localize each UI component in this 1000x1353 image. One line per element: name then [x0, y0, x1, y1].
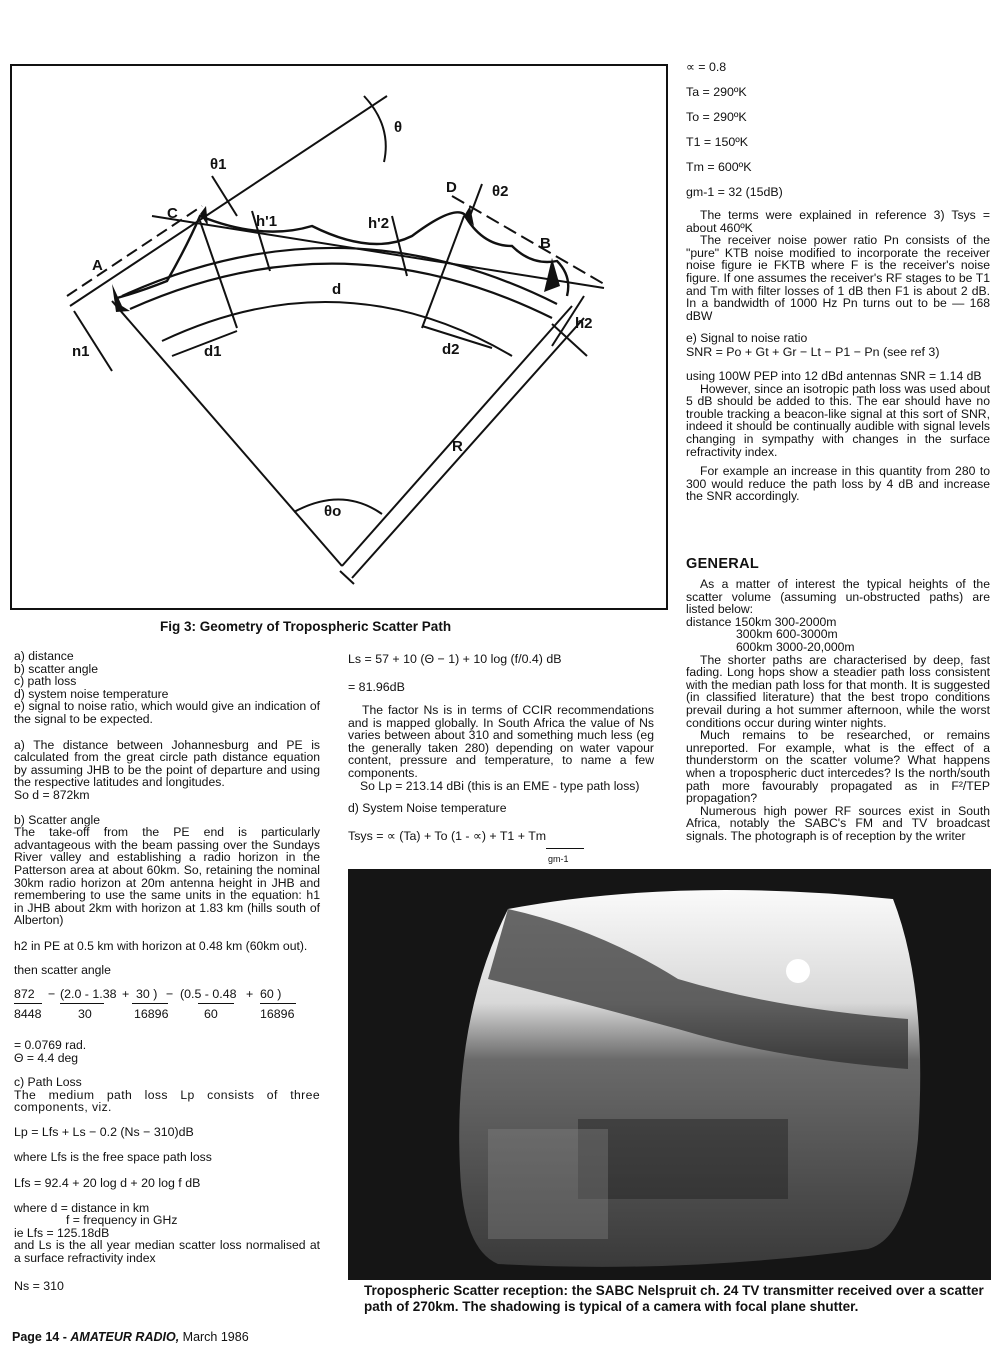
- result-deg: Θ = 4.4 deg: [14, 1050, 79, 1065]
- tsys-equation: Tsys = ∝ (Ta) + To (1 - ∝) + T1 + Tm: [348, 828, 547, 843]
- label-d2: d2: [442, 341, 460, 358]
- label-theta2: θ2: [492, 183, 509, 200]
- list-item-e: e) signal to noise ratio, which would give an indication of the signal to be expected.: [14, 699, 320, 726]
- label-R: R: [452, 438, 463, 455]
- frac-top-4: 30 ): [136, 987, 158, 1002]
- general-para-4: Numerous high power RF sources exist in South Africa, notably the SABC's FM and TV broadcast signals. The photograph is of reception by the writer: [686, 803, 990, 843]
- frac-top-2: (2.0 - 1.38: [60, 987, 117, 1002]
- distance-row-1: distance 150km 300-2000m: [686, 614, 837, 629]
- tsys-denominator: gm-1: [548, 853, 569, 864]
- scatter-fraction: [14, 987, 320, 1031]
- param-t1: T1 = 150ºK: [686, 135, 749, 149]
- system-noise-heading: d) System Noise temperature: [348, 801, 507, 816]
- middle-column: [348, 652, 654, 866]
- result-rad: = 0.0769 rad.: [14, 1038, 87, 1053]
- photo-caption: Tropospheric Scatter reception: the SABC Nelspruit ch. 24 TV transmitter received over a scatter path of 270km. The shadowing is typical of a camera with focal plane shutter.: [364, 1283, 984, 1314]
- general-para-3: Much remains to be researched, or remains unreported. For example, what is the effect of a thunderstorm on the scatter volume? What happens when a tropospheric duct intercedes? Is the north/south path more favourably propagated as in F²/TEP propagation?: [686, 728, 990, 806]
- para-distance: a) The distance between Johannesburg and PE is calculated from the great circle path distance equation by assuming JHB to be the point of departure and using the respective latitudes and longitudes.: [14, 737, 320, 790]
- param-gm: gm-1 = 32 (15dB): [686, 185, 783, 199]
- where-f: f = frequency in GHz: [66, 1213, 178, 1228]
- figure-caption: Fig 3: Geometry of Tropospheric Scatter Path: [160, 619, 452, 634]
- para-ls: and Ls is the all year median scatter loss normalised at a surface refractivity index: [14, 1238, 320, 1265]
- then-line: then scatter angle: [14, 963, 111, 978]
- frac-bot-2: 16896: [134, 1007, 169, 1022]
- label-D: D: [446, 179, 457, 196]
- frac-top-8: 60 ): [260, 987, 282, 1002]
- eq-lp: Lp = Lfs + Ls − 0.2 (Ns − 310)dB: [14, 1125, 194, 1140]
- label-A: A: [92, 257, 103, 274]
- frac-top-6: (0.5 - 0.48: [180, 987, 237, 1002]
- list-item-d: d) system noise temperature: [14, 686, 169, 701]
- footer-magazine: AMATEUR RADIO,: [70, 1330, 180, 1344]
- eq-ls: Ls = 57 + 10 (Θ − 1) + 10 log (f/0.4) dB: [348, 652, 562, 666]
- frac-top-0: 872: [14, 987, 35, 1002]
- para-terms: The terms were explained in reference 3) Tsys = about 460ºK: [686, 208, 990, 235]
- label-h1-prime: h'1: [256, 213, 278, 230]
- label-theta1: θ1: [210, 156, 227, 173]
- para-however: However, since an isotropic path loss was used about 5 dB should be added to this. The ear should have no trouble tracking a beacon-like signal at this sort of SNR, indeed it should be continually audible with signal levels changing in sympathy with changes in the surface refractivity index.: [686, 381, 990, 459]
- param-ta: Ta = 290ºK: [686, 85, 747, 99]
- frac-line-4: [198, 1003, 234, 1004]
- frac-line-3: [132, 1003, 168, 1004]
- right-column-top: [686, 60, 990, 503]
- eq-lfs: Lfs = 92.4 + 20 log d + 20 log f dB: [14, 1175, 201, 1190]
- param-to: To = 290ºK: [686, 110, 747, 124]
- label-d1: d1: [204, 343, 222, 360]
- para-example: For example an increase in this quantity from 280 to 300 would reduce the path loss by 4 dB and increase the SNR accordingly.: [686, 464, 990, 504]
- frac-line-1: [14, 1003, 42, 1004]
- general-para-1: As a matter of interest the typical heights of the scatter volume (assuming un-obstructed paths) are listed below:: [686, 577, 990, 617]
- frac-top-3: +: [122, 987, 130, 1002]
- tv-screen-image: [348, 869, 991, 1280]
- h2-line: h2 in PE at 0.5 km with horizon at 0.48 km (60km out).: [14, 938, 308, 953]
- frac-bot-0: 8448: [14, 1007, 42, 1022]
- general-para-2: The shorter paths are characterised by deep, fast fading. Long hops show a steadier path loss consistent with the median path loss for that month. It is suggested (in classified literature) that the best tropo conditions prevail during a hot summer afternoon, while the worst conditions occur during winter nights.: [686, 652, 990, 730]
- label-h2: h2: [575, 315, 593, 332]
- distance-result: So d = 872km: [14, 787, 90, 802]
- list-item-b: b) scatter angle: [14, 661, 99, 676]
- frac-bot-1: 30: [78, 1007, 92, 1022]
- param-alpha: ∝ = 0.8: [686, 60, 727, 74]
- path-loss-heading: c) Path Loss: [14, 1075, 82, 1090]
- frac-bot-4: 16896: [260, 1007, 295, 1022]
- tsys-fraction-line: [546, 848, 584, 849]
- label-theta0: θo: [324, 503, 342, 520]
- distance-row-2: 300km 600-3000m: [736, 627, 838, 642]
- para-using: using 100W PEP into 12 dBd antennas SNR = 1.14 dB: [686, 368, 982, 383]
- label-theta: θ: [394, 119, 403, 136]
- ns-value: Ns = 310: [14, 1278, 64, 1293]
- where-lfs: where Lfs is the free space path loss: [14, 1150, 212, 1165]
- label-C: C: [167, 205, 178, 222]
- page-footer: [12, 1330, 249, 1344]
- where-d: where d = distance in km: [14, 1200, 150, 1215]
- snr-heading: e) Signal to noise ratio: [686, 331, 808, 346]
- para-scatter-angle: The take-off from the PE end is particularly advantageous with the beam passing over the Sundays River valley and establishing a radio horizon in the Patterson area at about 60km. So, retaining the nominal 30km radio horizon at 20m antenna height in JHB and remembering to use the same units in the equation: h1 in JHB about 2km with horizon at 1.83 km (hills south of Alberton): [14, 825, 320, 928]
- general-section: [686, 556, 990, 842]
- frac-top-7: +: [246, 987, 254, 1002]
- label-h2-prime: h'2: [368, 215, 390, 232]
- footer-page: Page 14 -: [12, 1330, 67, 1344]
- para-factor: The factor Ns is in terms of CCIR recommendations and is mapped globally. In South Africa the value of Ns varies between about 310 and something much less (eg the generally taken 280) depending on water vapour content, pressure and temperature, to name a few components.: [348, 703, 654, 780]
- frac-top-1: −: [48, 987, 56, 1002]
- so-lp: So Lp = 213.14 dBi (this is an EME - type path loss): [360, 778, 640, 793]
- param-tm: Tm = 600ºK: [686, 160, 752, 174]
- general-heading: GENERAL: [686, 556, 759, 572]
- snr-equation: SNR = Po + Gt + Gr − Lt − P1 − Pn (see ref 3): [686, 344, 940, 359]
- figure-frame: [10, 64, 668, 610]
- eq-ls-value: = 81.96dB: [348, 680, 405, 694]
- frac-top-5: −: [166, 987, 174, 1002]
- label-B: B: [540, 235, 551, 252]
- footer-date: March 1986: [182, 1330, 249, 1344]
- scatter-angle-heading: b) Scatter angle: [14, 812, 101, 827]
- frac-line-5: [260, 1003, 296, 1004]
- para-receiver-noise: The receiver noise power ratio Pn consists of the "pure" KTB noise modified to incorporate the receiver noise figure ie FKTB where F is the receiver's noise figure. If one assumes the receiver's RF stages to be T1 and Tm with filter losses of 1 dB then F1 is about 2 dB. In a bandwidth of 1000 Hz Pn turns out to be — 168 dBW: [686, 233, 990, 323]
- para-path-loss: The medium path loss Lp consists of three components, viz.: [14, 1087, 320, 1115]
- tv-screen-photo: [348, 869, 991, 1280]
- left-column: [14, 650, 320, 1293]
- ie-lfs: ie Lfs = 125.18dB: [14, 1225, 110, 1240]
- list-item-c: c) path loss: [14, 674, 77, 689]
- frac-bot-3: 60: [204, 1007, 218, 1022]
- list-item-a: a) distance: [14, 649, 74, 663]
- troposcatter-geometry-diagram: [12, 66, 666, 608]
- label-n1: n1: [72, 343, 90, 360]
- label-d: d: [332, 281, 342, 298]
- frac-line-2: [60, 1003, 104, 1004]
- distance-row-3: 600km 3000-20,000m: [736, 639, 855, 654]
